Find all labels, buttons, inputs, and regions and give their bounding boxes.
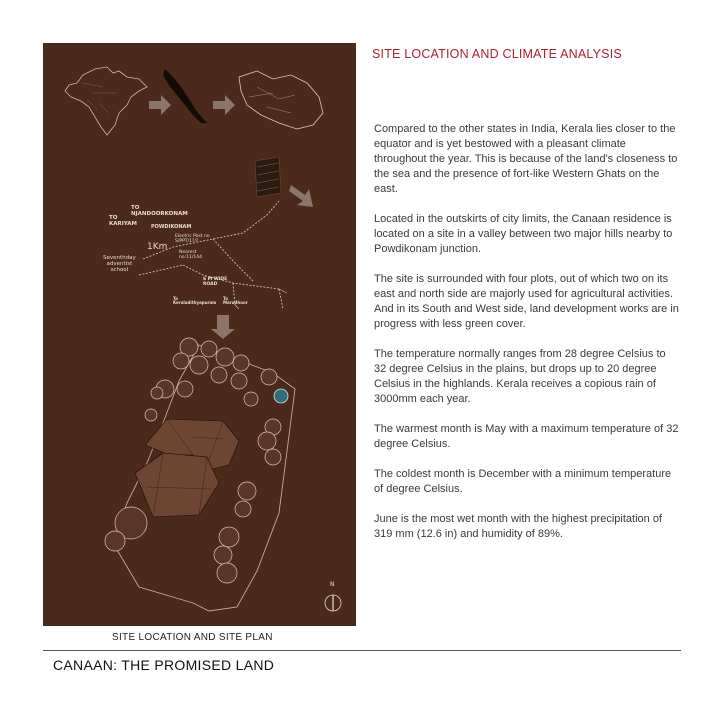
paragraph: The warmest month is May with a maximum temperature of 32 degree Celsius. xyxy=(374,423,679,450)
label-to-kariyam: TO KARIYAM xyxy=(109,215,137,228)
footer-title: CANAAN: THE PROMISED LAND xyxy=(53,657,275,673)
panel-caption: SITE LOCATION AND SITE PLAN xyxy=(112,632,273,643)
footer-divider xyxy=(43,650,681,651)
climate-description xyxy=(374,122,679,557)
label-school: Seventhday adventist school xyxy=(103,255,136,274)
page-heading: SITE LOCATION AND CLIMATE ANALYSIS xyxy=(372,47,622,61)
site-graphics xyxy=(43,43,356,626)
label-nearest: Nearest no:11/144 xyxy=(179,250,202,260)
label-to-marudhoor: To Marudhoor xyxy=(223,296,248,306)
site-plan-panel xyxy=(43,43,356,626)
paragraph: The temperature normally ranges from 28 degree Celsius to 32 degree Celsius in the plains, but drops up to 20 degree Celsius in the highlands. Kerala receives a copious rain of 3000mm each year. xyxy=(374,348,666,405)
district-map xyxy=(239,71,323,129)
india-map xyxy=(65,67,147,135)
paragraph: Located in the outskirts of city limits, the Canaan residence is located on a site in a valley between two major hills nearby to Powdikonam junction. xyxy=(374,213,673,255)
arrow-2 xyxy=(213,95,235,115)
paragraph: June is the most wet month with the highest precipitation of 319 mm (12.6 in) and humidity of 89%. xyxy=(374,513,662,540)
compass-north-label: N xyxy=(330,581,335,588)
label-to-njandoorkonam: TO NJANDOORKONAM xyxy=(131,205,188,218)
arrow-1 xyxy=(149,95,171,115)
label-to-kerala: To Keraladithyapuram xyxy=(173,296,217,306)
location-patch xyxy=(255,157,281,197)
label-road: 6 M WIDE ROAD xyxy=(203,277,228,287)
label-electric-post: Electric Post no S/PPT/1?/? xyxy=(175,234,210,244)
paragraph: The site is surrounded with four plots, out of which two on its east and north side are majorly used for agricultural activities. And in its South and West side, land development works are in progress with less green cover. xyxy=(374,273,679,330)
arrow-4 xyxy=(211,315,235,339)
paragraph: The coldest month is December with a minimum temperature of degree Celsius. xyxy=(374,468,672,495)
well-marker xyxy=(274,389,288,403)
paragraph: Compared to the other states in India, Kerala lies closer to the equator and is yet bestowed with a pleasant climate throughout the year. This is because of the land's closeness to the sea and the presence of fort-like Western Ghats on the east. xyxy=(374,123,678,195)
label-distance: 1Km xyxy=(147,242,168,252)
arrow-3 xyxy=(289,185,313,207)
kerala-map xyxy=(163,69,207,123)
road-network xyxy=(139,201,283,309)
label-powdikonam: POWDIKONAM xyxy=(151,224,192,230)
